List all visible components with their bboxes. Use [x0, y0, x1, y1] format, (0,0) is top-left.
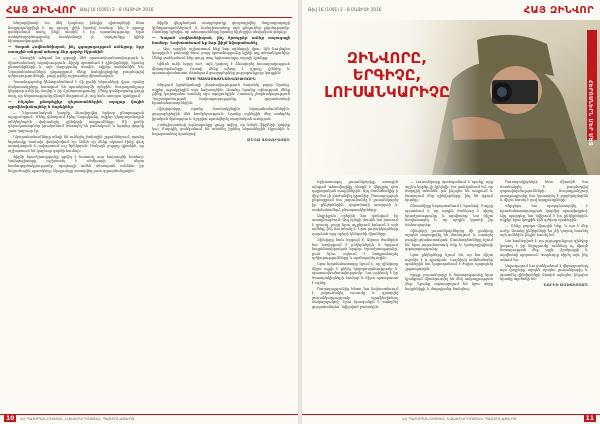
paragraph: — Այո, արդեն աշխատում ենք նոր սցենարի վրա։ Այն նույնպես կապված է բանակի հետ, բայց պատմությունը կլինի այլ տեսանկյունից։ Մենք ցանկանում ենք ցույց տալ երիտասարդ սպայի կյանքը։ [152, 46, 290, 60]
paragraph: Ծառայությունից հետո նա նախատեսում է շարունակել ուսումը և զբաղվել լուսանկարչությամբ պրոֆեսիոնալ մակարդակով։ Նրա երազանքն է ստեղծել ցուցահանդես՝ նվիրված բանակին։ [312, 286, 398, 309]
paragraph: — Դերասանական կազմը ձևավորվեց երկար ընտրության արդյունքում։ Մենք փնտրում էինք մարդկանց, ովքեր կկարողանային անկեղծորեն փոխանցել զինվորի ապրումները։ Մի քանի դերակատարներ իրականում ծառայել են բանակում, և նրանց փորձը շատ կարևոր էր։ [8, 110, 144, 134]
paragraph: Զինվորը նաև երգում է։ Ազատ ժամերին նա հավաքում է ընկերներին և երգում հայրենասիրական երգեր։ Երաժշտությունը, ըստ նրա, օգնում է հաղթահարել դժվարությունները և պահպանել ոգին։ [312, 237, 398, 261]
paragraph: — Լուսանկարը պահպանում է պահը, որը այլևս երբեք չի կրկնվի։ Ես ցանկանում եմ, որ մարդիկ տեսնեն, թե ինչպես են ապրում և ծառայում մեր զինվորները, ինչ են զգում նրանք։ [405, 180, 493, 203]
paragraph: Ընտանիքը հպարտանում է նրանով։ Մայրը պատմում է, որ որդին մանկուց է սիրել երաժշտությունը և արվեստը։ Նա միշտ հավատացել է, որ որդին կգտնի իր ճանապարհը։ [405, 204, 493, 227]
paragraph: Ծառայակիցների հետ միասին նա մասնակցել է բազմաթիվ զորավարժությունների։ Յուրաքանչյուր առաջադրանք նա կատարել է բարեխղճորեն և միշտ հասել է լավ արդյունքների։ [500, 180, 588, 203]
header-rule [6, 17, 292, 18]
paragraph: Երիտասարդ լուսանկարիչը առաջին անգամ տեսախցիկը ձեռքն է վերցրել դեռ դպրոցական տարիներին։ Այդ ժամանակից ի վեր նա չի բաժանվել դրանից։ Ծառայության ընթացքում նա շարունակել է լուսանկարել իր ընկերներին, զորամասի առօրյան և սահմանամերձ բնապատկերները։ [312, 180, 398, 212]
paragraph: Կինոն ունի հզոր ուժ, այն կարող է ձևավորել հասարակության վերաբերմունքը։ Ուստի մենք պետք է զգույշ լինենք և պատասխանատու մոտեցում ցուցաբերենք յուրաքանչյուր կադրին։ [152, 61, 290, 76]
interview-question: — Պարոն Հովհաննիսյան, ինչ ծրագրեր ունեք ապագայի համար։ Նախատեսում եք նոր ֆիլմ նկարահանել։ [152, 36, 290, 45]
article-column-2 [152, 21, 290, 409]
footer-text: ՀՀ ՊԱՇՏՊԱՆՈՒԹՅԱՆ ՆԱԽԱՐԱՐՈՒԹՅԱՆ ՊԱՇՏՈՆԱԹԵՐԹ [20, 416, 135, 421]
article-title [322, 50, 452, 101]
section-tab [587, 30, 597, 147]
paragraph: — Առաջին անգամ ես զգացի մեծ պատասխանատվություն և միաժամանակ ուրախություն։ Ֆիլմը պատմում է զինվորների, նրանց ընտանիքների և այն մարդկանց մասին, ովքեր սահմանին են։ Նկարահանումների ընթացքում մենք հանդիպեցինք բազմաթիվ դժվարությունների, բայց թիմը աշխատեց միասնական։ [8, 55, 144, 79]
interview-question: — Պարոն Հովհաննիսյան, ինչ զգացողություն ունեցաք, երբ առաջին անգամ տեսաք ձեր գործը էկրանին։ [8, 45, 144, 54]
page-number: 11 [585, 415, 594, 422]
paragraph: Զինվորները, որոնք մասնակցեցին նկարահանումներին, ցուցաբերեցին մեծ համբերություն։ Նրանք օգնեցին մեզ ստեղծել իրական մթնոլորտ և ճշգրիտ պատկերել ռազմական առօրյան։ [152, 107, 290, 121]
paragraph: Զինվորի լուսանկարներից մի քանիսը արդեն տպագրվել են մամուլում և ստացել բարձր գնահատական։ Մասնագետները նշում են նրա յուրահատուկ ոճը և կոմպոզիցիայի զգացողությունը։ [405, 228, 493, 252]
paragraph: Պատմությունը կենտրոնանում է մի քանի հերոսների վրա, որոնց ճակատագրերը հատվում են պատերազմի օրերին։ Յուրաքանչյուր կերպար ունի իր ձայնը և իր ճշմարտությունը։ Մենք ցանկացանք ցույց տալ, որ հերոսությունը միայն մարտում չէ, այլ նաև առօրյա կյանքում։ [8, 80, 144, 99]
right-page [302, 0, 600, 424]
article-column-1 [8, 21, 144, 409]
author-signature: ՆՈՒՆԵ ԱՎԵՏԻՍՅԱՆ [543, 283, 588, 288]
article-column-1 [312, 180, 398, 409]
paragraph: Ֆիլմի երաժշտությունը գրվել է հատուկ այս նախագծի համար։ Կոմպոզիտորը աշխատել է ռեժիսորի հետ սերտ համագործակցությամբ, որպեսզի ամեն տեսարան ունենա իր հնչյունային պատկերը։ Արդյունքը ստացվեց շատ զգացմունքային։ [8, 154, 144, 173]
interview-question: — Ինչպես ընտրեցիք դերասաններին, արդյոք կային պրոֆեսիոնալներ և նորեկներ։ [8, 100, 144, 109]
paragraph: — Մենք բոլորս միասին ենք, և դա է մեր ուժը։ Առանց ընկերների ես չէի կարող հասնել այն ամենին, ինչին հասել եմ։ [500, 224, 588, 238]
paragraph: Նա համոզված է, որ յուրաքանչյուր զինվոր կարող է իր ներդրումը ունենալ ոչ միայն ծառայության մեջ, այլև մշակույթի և արվեստի ոլորտում։ Կարևորը սիրել այն, ինչ անում ես։ [500, 239, 588, 262]
paragraph: Ապրիլյան օրերին նա գտնվում էր առաջնագծում։ Այդ օրերի մասին նա խոսում է զուսպ, բայց նրա աչքերում երևում է այն ամենը, ինչ նա տեսել է։ Նրա լուսանկարները դարձան այդ օրերի կենդանի վկաները։ [312, 213, 398, 236]
author-signature: ԱՆՆԱ ԳԵՎՈՐԳՅԱՆ [247, 137, 290, 142]
paragraph: Վերջում կցանկանայի շնորհակալություն հայտնել բոլոր նրանց, ովքեր աջակցեցին այս նախագծին։ Առանց նրանց օգնության մենք չէինք կարողանա հասնել այս արդյունքին։ Հատուկ շնորհակալություն Պաշտպանության նախարարությանը և զորամասերի հրամանատարներին։ [152, 83, 290, 106]
paragraph: Երգը, լուսանկարը և ծառայությունը նրա կյանքում միահյուսվել են մեկ ամբողջության մեջ։ Դրանք արտացոլում են նրա սերը հայրենիքի և մարդկանց հանդեպ։ [405, 272, 493, 291]
left-page [0, 0, 298, 424]
paragraph: Ապագայում նա ցանկանում է վերադառնալ այս վայրերը արդեն որպես լուսանկարիչ և պատմել զինվորների մասին այնպես, ինչպես նրանք արժանի են։ [500, 263, 588, 282]
article-column-2 [405, 180, 493, 409]
article-column-3 [500, 180, 588, 409]
footer-text: ՀՀ ՊԱՇՏՊԱՆՈՒԹՅԱՆ ՆԱԽԱՐԱՐՈՒԹՅԱՆ ՊԱՇՏՈՆԱԹԵՐԹ [402, 416, 517, 421]
paragraph: Գեղարվեստի ևս մեկ կարևոր խնդիր դիտողների հետ հաղորդակցվելն է, որ պարզ լինի նրանց համար՝ ինչ է գրողը ցանկանում ասել, ինչի մասին է իր պատմությունը։ Եթե ստեղծագործությունը հասկանալի չէ, արդյունքը կլինի հիասթափություն։ [8, 21, 144, 44]
paragraph: Նկարահանումները տեղի են ունեցել լեռնային շրջաններում, որտեղ եղանակը հաճախ փոփոխվում էր։ Ամեն օր մենք սկսում էինք վաղ առավոտյան և ավարտում ուշ երեկոյան։ Սակայն բոլորը գիտեին, որ աշխատում են կարևոր գործի համար։ [8, 135, 144, 153]
magazine-logo: ՀԱՅ ԶԻՆՎՈՐ [523, 5, 594, 16]
paragraph: Նրա հրամանատարը նշում է, որ զինվորը միշտ աչքի է ընկել կարգապահությամբ և պատասխանատվությամբ։ Նա օրինակ է իր ծառայակիցների համար և միշտ պատրաստ է օգնել։ [312, 262, 398, 285]
paragraph: Վերջերս նա պարգևատրվել է հրամանատարության կողմից պատվոգրով։ Այդ պարգևը նա նվիրում է իր ընկերներին, ովքեր նրա կողքին էին դժվար պահերին։ [500, 204, 588, 223]
title-line-3: ԼՈՒՍԱՆԿԱՐԻՉԸ [324, 83, 450, 101]
issue-header: Թիվ 16 (1091) 2 - 8 ՄԱՅԻՍԻ 2016 [308, 7, 382, 12]
page-number: 10 [6, 415, 15, 422]
paragraph: Նրա ընկերները նշում են, որ նա միշտ ուրախ է և դրական։ Նույնիսկ ամենածանր պահերին նա կարողանում է ժպիտ պարգևել շրջապատին։ [405, 253, 493, 271]
subheading: ՄԵԾ ՊԱՏԱՍԽԱՆԱՏՎՈՒԹՅՈՒՆ [186, 77, 256, 82]
title-line-2: ԵՐԳԻՉԸ, [352, 66, 422, 84]
paragraph: Հանդիսատեսի արձագանքը ցույց տվեց, որ նման ֆիլմերի կարիք կա։ Մարդիկ ցանկանում են տեսնել իրենց հերոսներին էկրանին և հպարտանալ նրանցով։ [152, 122, 290, 136]
section-label: ՀԵՐՈՍՆԵՐՆ ՄԵՐ ՄԵՋ [587, 79, 593, 147]
issue-header: Թիվ 16 (1091) 2 - 8 ՄԱՅԻՍԻ 2016 [80, 7, 154, 12]
paragraph: Ֆիլմի վերջնական տարբերակը ցուցադրվեց մայրաքաղաքի կինոթատրոններում, և հանդիսատեսը այն ընդունեց ջերմությամբ։ Շատերը նշեցին, որ տեսարանները նրանց հիշեցրին սեփական փորձը։ [152, 21, 290, 35]
magazine-logo: ՀԱՅ ԶԻՆՎՈՐ [6, 5, 77, 16]
title-line-1: ԶԻՆՎՈՐԸ, [347, 49, 427, 67]
